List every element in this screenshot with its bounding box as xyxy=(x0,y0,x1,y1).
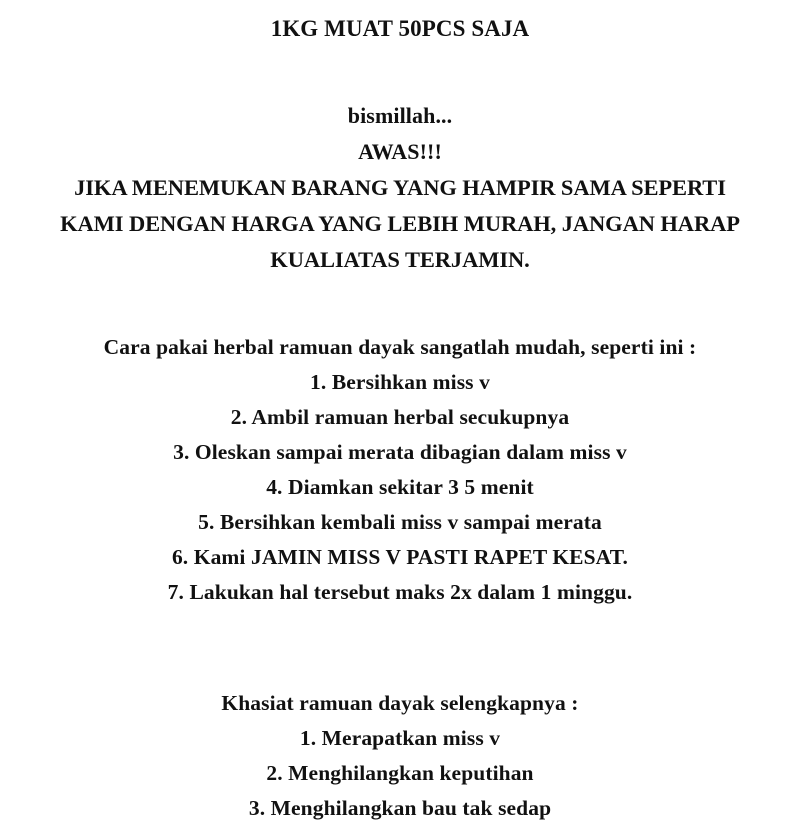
usage-step-1: 1. Bersihkan miss v xyxy=(310,370,490,394)
warning-body-line-3: KUALIATAS TERJAMIN. xyxy=(270,247,530,272)
warning-section xyxy=(0,44,800,278)
benefit-item-2: 2. Menghilangkan keputihan xyxy=(266,761,534,785)
usage-step-6: 6. Kami JAMIN MISS V PASTI RAPET KESAT. xyxy=(171,545,629,569)
benefits-section xyxy=(0,610,800,826)
benefits-heading: Khasiat ramuan dayak selengkapnya : xyxy=(221,691,579,715)
usage-step-3: 3. Oleskan sampai merata dibagian dalam miss v xyxy=(173,440,627,464)
invocation-line: bismillah... xyxy=(347,103,453,128)
usage-step-5: 5. Bersihkan kembali miss v sampai merata xyxy=(198,510,602,534)
warning-shout-line: AWAS!!! xyxy=(358,139,442,164)
usage-step-7: 7. Lakukan hal tersebut maks 2x dalam 1 minggu. xyxy=(167,580,633,604)
title-section xyxy=(0,0,800,44)
usage-heading: Cara pakai herbal ramuan dayak sangatlah mudah, seperti ini : xyxy=(103,335,697,359)
usage-step-4: 4. Diamkan sekitar 3 5 menit xyxy=(266,475,534,499)
usage-step-2: 2. Ambil ramuan herbal secukupnya xyxy=(230,405,570,429)
warning-body-line-1: JIKA MENEMUKAN BARANG YANG HAMPIR SAMA SEPERTI xyxy=(74,175,726,200)
benefit-item-1: 1. Merapatkan miss v xyxy=(299,726,501,750)
benefit-item-3: 3. Menghilangkan bau tak sedap xyxy=(248,796,552,820)
page-title: 1KG MUAT 50PCS SAJA xyxy=(270,16,530,41)
warning-body-line-2: KAMI DENGAN HARGA YANG LEBIH MURAH, JANGAN HARAP xyxy=(60,211,740,236)
usage-instructions-section xyxy=(0,278,800,610)
